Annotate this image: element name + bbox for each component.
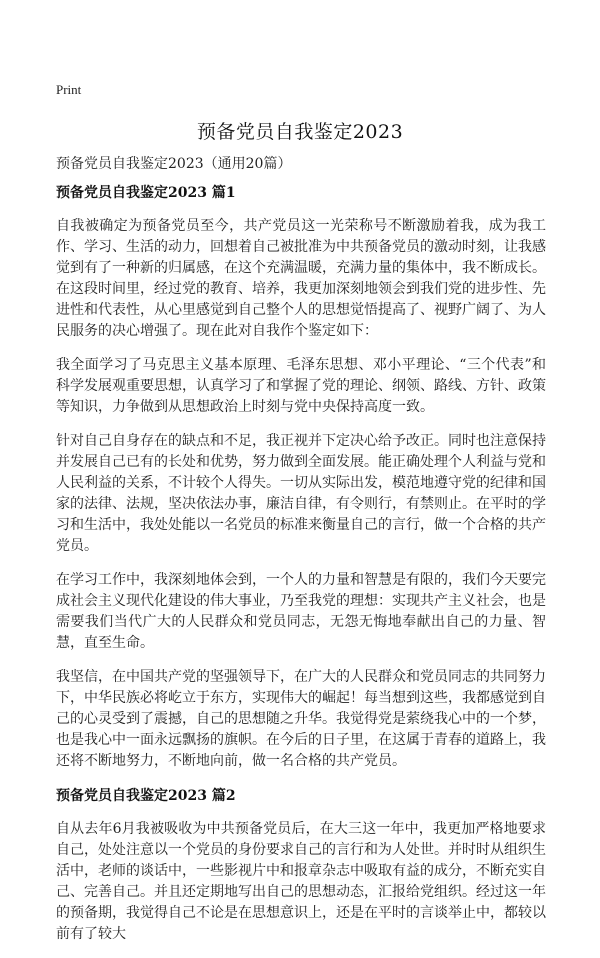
print-label: Print [56, 82, 82, 97]
section-1 [56, 182, 546, 772]
paragraph: 自我被确定为预备党员至今，共产党员这一光荣称号不断激励着我，成为我工作、学习、生活的动力，回想着自己被批准为中共预备党员的激动时刻，让我感觉到有了一种新的归属感，在这个充满温暖，充满力量的集体中，我不断成长。在这段时间里，经过党的教育、培养，我更加深刻地领会到我们党的进步性、先进性和代表性，从心里感觉到自己整个人的思想觉悟提高了、视野广阔了、为人民服务的决心增强了。现在此对自我作个鉴定如下： [56, 218, 546, 339]
paragraph: 针对自己自身存在的缺点和不足，我正视并下定决心给予改正。同时也注意保持并发展自己已有的长处和优势，努力做到全面发展。能正确处理个人利益与党和人民利益的关系，不计较个人得失。一切从实际出发，模范地遵守党的纪律和国家的法律、法规，坚决依法办事，廉洁自律，有令则行，有禁则止。在平时的学习和生活中，我处处能以一名党员的标准来衡量自己的言行，做一个合格的共产党员。 [56, 433, 546, 554]
paragraph: 自从去年6月我被吸收为中共预备党员后，在大三这一年中，我更加严格地要求自己，处处注意以一个党员的身份要求自己的言行和为人处世。并时时从组织生活中，老师的谈话中，一些影视片中和报章杂志中吸取有益的成分，不断充实自己、完善自己。并且还定期地写出自己的思想动态，汇报给党组织。经过这一年的预备期，我觉得自己不论是在思想意识上，还是在平时的言谈举止中，都较以前有了较大 [56, 821, 546, 942]
page-title: 预备党员自我鉴定2023 [196, 121, 404, 143]
paragraph: 我坚信，在中国共产党的坚强领导下，在广大的人民群众和党员同志的共同努力下，中华民族必将屹立于东方，实现伟大的崛起！每当想到这些，我都感觉到自己的心灵受到了震撼，自己的思想随之升华。我觉得党是萦绕我心中的一个梦，也是我心中一面永远飘扬的旗帜。在今后的日子里，在这属于青春的道路上，我还将不断地努力，不断地向前，做一名合格的共产党员。 [56, 669, 546, 769]
page-subtitle: 预备党员自我鉴定2023（通用20篇） [56, 156, 292, 172]
section-2 [56, 785, 546, 945]
section-heading: 预备党员自我鉴定2023 篇1 [56, 185, 236, 201]
paragraph: 我全面学习了马克思主义基本原理、毛泽东思想、邓小平理论、“三个代表”和科学发展观重要思想，认真学习了和掌握了党的理论、纲领、路线、方针、政策等知识，力争做到从思想政治上时刻与党中央保持高度一致。 [56, 357, 546, 415]
paragraph: 在学习工作中，我深刻地体会到，一个人的力量和智慧是有限的，我们今天要完成社会主义现代化建设的伟大事业，乃至我党的理想：实现共产主义社会，也是需要我们当代广大的人民群众和党员同志，无怨无悔地奉献出自己的力量、智慧，直至生命。 [56, 572, 546, 651]
section-heading: 预备党员自我鉴定2023 篇2 [56, 788, 236, 804]
document-body [56, 182, 546, 958]
